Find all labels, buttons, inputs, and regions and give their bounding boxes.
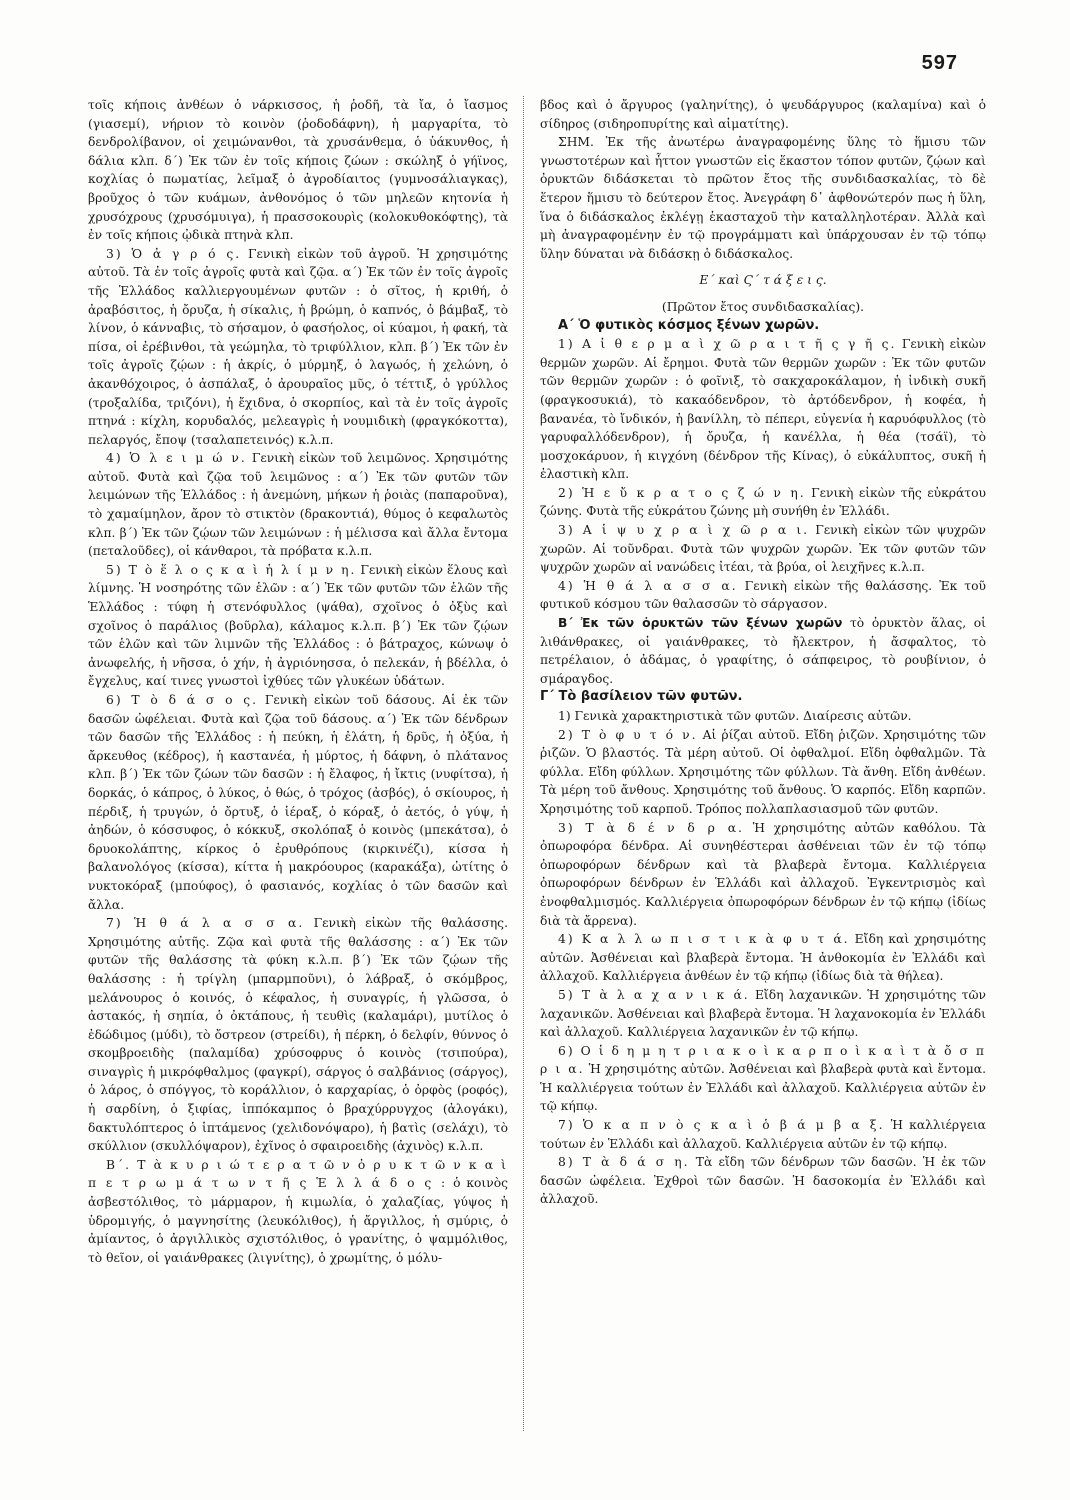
paragraph-hot-countries	[540, 335, 986, 484]
label-sea-plants: 4) Ἡ θ ά λ α σ σ α.	[558, 578, 738, 593]
paragraph-sea	[88, 914, 508, 1156]
paragraph-vegetables	[540, 986, 986, 1042]
text-temperate: Γενικὴ εἰκὼν τῆς εὐκράτου ζώνης. Φυτὰ τῆς εὐκράτου ζώνης μὴ συνήθη ἐν Ἑλλάδι.	[540, 485, 986, 519]
text-hot-countries: Γενικὴ εἰκὼν θερμῶν χωρῶν. Αἱ ἔρημοι. Φυτὰ τῶν θερμῶν χωρῶν : Ἐκ τῶν φυτῶν τῶν θερμῶν χωρῶν : ὁ φοῖνιξ, τὸ σακχαροκάλαμον, ἡ ἰνδικὴ συκῆ (φραγκοσυκιά), τὸ κακαόδενδρον, τὸ ἀρτόδενδρον, ἡ κοφέα, ἡ βανανέα, τὸ ἴνδικόν, ἡ βανίλλη, τὸ πέπερι, εὐγενία ἡ καρυόφυλλος (τὸ γαρυφαλλόδενδρον), ἡ ὄρυζα, ἡ κανέλλα, ἡ θέα (τσάϊ), τὸ μοσχοκάρυον, ἡ κιγχόνη (δένδρον τῆς Κίνας), ὁ εὐκάλυπτος, συκῆ ἡ ἐλαστικὴ κλπ.	[540, 337, 986, 482]
text-plant: Αἱ ῥίζαι αὐτοῦ. Εἴδη ῥιζῶν. Χρησιμότης τῶν ῥιζῶν. Ὁ βλαστός. Τὰ μέρη αὐτοῦ. Οἱ ὀφθαλμοί. Εἴδη ὀφθαλμῶν. Τὰ φύλλα. Εἴδη φύλλων. Χρησιμότης τῶν φύλλων. Τὰ ἄνθη. Εἴδη ἀνθέων. Τὰ μέρη τοῦ ἄνθους. Χρησιμότης τοῦ ἄνθους. Ὁ καρπός. Εἴδη καρπῶν. Χρησιμότης τοῦ καρποῦ. Τρόπος πολλαπλασιασμοῦ τῶν φυτῶν.	[540, 727, 987, 816]
section-label-minerals: Β΄. Τ ὰ κ υ ρ ι ώ τ ε ρ α τ ῶ ν ὀ ρ υ κ τ ῶ ν κ α ὶ π ε τ ρ ω μ ά τ ω ν τ ῆ ς Ἑ λ λ ά δ ο ς :	[88, 1157, 508, 1191]
text-sea-plants: Γενικὴ εἰκὼν τῆς θαλάσσης. Ἐκ τοῦ φυτικοῦ κόσμου τῶν θαλασσῶν τὸ σάργασον.	[540, 578, 986, 612]
label-tobacco-cotton: 7) Ὁ κ α π ν ὸ ς κ α ὶ ὁ β ά μ β α ξ.	[558, 1118, 885, 1133]
label-ornamental: 4) Κ α λ λ ω π ι σ τ ι κ ὰ φ υ τ ά.	[558, 932, 850, 947]
paragraph-tobacco-cotton	[540, 1116, 986, 1153]
classes-title: Ε΄ καὶ Ϛ΄ τ ά ξ ε ι ς.	[699, 273, 827, 288]
label-cold: 3) Α ἱ ψ υ χ ρ α ὶ χ ῶ ρ α ι.	[558, 523, 810, 538]
text-tobacco-cotton: Ἡ καλλιέργεια τούτων ἐν Ἑλλάδι καὶ ἀλλαχοῦ. Καλλιέργεια αὐτῶν ἐν τῷ κήπῳ.	[540, 1118, 986, 1151]
label-temperate: 2) Ἡ ε ὔ κ ρ α τ ο ς ζ ώ ν η.	[558, 485, 806, 500]
label-trees: 3) Τ ὰ δ έ ν δ ρ α.	[558, 820, 744, 835]
paragraph-fields	[88, 245, 508, 450]
paragraph-cereals	[540, 1042, 986, 1116]
section-label-marsh: 5) Τ ὸ ἕ λ ο ς κ α ὶ ἡ λ ί μ ν η.	[106, 562, 357, 577]
column-divider	[523, 96, 524, 1431]
paragraph-cold	[540, 521, 986, 577]
label-forests: 8) Τ ὰ δ ά σ η.	[558, 1155, 690, 1170]
page-number: 597	[921, 52, 958, 74]
text-ornamental: Εἴδη καὶ χρησιμότης αὐτῶν. Ἀσθένειαι καὶ βλαβερὰ ἔντομα. Ἡ ἀνθοκομία ἐν Ἑλλάδι καὶ ἀλλαχοῦ. Καλλιέργεια ἀνθέων ἐν τῷ κήπῳ (ἰδίως διὰ τὰ θήλεα).	[540, 932, 986, 984]
label-vegetables: 5) Τ ὰ λ α χ α ν ι κ ά.	[558, 987, 750, 1002]
label-cereals: 6) Ο ἱ δ η μ η τ ρ ι α κ ο ὶ κ α ρ π ο ὶ κ α ὶ τ ὰ ὄ σ π ρ ι α.	[540, 1043, 986, 1077]
section-label-sea: 7) Ἡ θ ά λ α σ σ α.	[106, 916, 305, 931]
section-text-minerals: ὁ κοινὸς ἀσβεστόλιθος, τὸ μάρμαρον, ἡ κιμωλία, ὁ χαλαζίας, γύψος ἡ ὑδρομιγής, ὁ μαγνησίτης (λευκόλιθος), ἡ ἄργιλλος, ἡ σμύρις, ὁ ἀμίαντος, ὁ ἀργιλλικὸς σχιστόλιθος, ὁ γρανίτης, ὁ ψαμμόλιθος, τὸ θεῖον, οἱ γαιάνθρακες (λιγνίτης), ὁ χρωμίτης, ὁ μόλυ-	[88, 1176, 508, 1265]
paragraph-plant-characteristics: 1) Γενικὰ χαρακτηριστικὰ τῶν φυτῶν. Διαίρεσις αὐτῶν.	[558, 709, 912, 723]
paragraph-temperate	[540, 484, 986, 521]
paragraph-continuation: βδος καὶ ὁ ἄργυρος (γαληνίτης), ὁ ψευδάργυρος (καλαμίνα) καὶ ὁ σίδηρος (σιδηροπυρίτης καὶ αἱματίτης).	[540, 98, 986, 131]
paragraph-plant	[540, 726, 986, 819]
paragraph-foreign-minerals	[540, 614, 986, 688]
paragraph-trees	[540, 819, 986, 931]
right-column	[540, 96, 986, 1209]
text-foreign-minerals: τὸ ὀρυκτὸν ἅλας, οἱ λιθάνθρακες, οἱ γαιάνθρακες, τὸ ἤλεκτρον, ἡ ἄσφαλτος, τὸ πετρέλαιον, ὁ ἀδάμας, ὁ γραφίτης, ὁ σάπφειρος, τὸ ρουβίνιον, ὁ σμάραγδος.	[540, 616, 986, 686]
classes-subtitle: (Πρῶτον ἔτος συνδιδασκαλίας).	[661, 299, 865, 314]
text-cereals: Ἡ χρησιμότης αὐτῶν. Ἀσθένειαι καὶ βλαβερὰ φυτὰ καὶ ἔντομα. Ἡ καλλιέργεια τούτων ἐν Ἑλλάδι καὶ ἀλλαχοῦ. Καλλιέργεια αὐτῶν ἐν τῷ κήπῳ.	[540, 1062, 986, 1114]
note-paragraph: ΣΗΜ. Ἐκ τῆς ἀνωτέρω ἀναγραφομένης ὕλης τὸ ἥμισυ τῶν γνωστοτέρων καὶ ἧττον γνωστῶν εἰς ἕκαστον τόπον φυτῶν, ζῴων καὶ ὀρυκτῶν διδάσκεται τὸ πρῶτον ἔτος τῆς συνδιδασκαλίας, τὸ δὲ ἕτερον ἥμισυ τὸ δεύτερον ἔτος. Ἀνεγράφη δ᾿ ἀφθονώτερόν πως ἡ ὕλη, ἵνα ὁ διδάσκαλος ἐκλέγῃ ἑκασταχοῦ τὴν καταλληλοτέραν. Ἀλλὰ καὶ μὴ ἀναγραφομένην ἐν τῷ προγράμματι καὶ ὑπάρχουσαν ἐν τῷ τόπῳ ὕλην δύναται νὰ διδάσκῃ ὁ διδάσκαλος.	[540, 135, 986, 261]
paragraph-minerals	[88, 1156, 508, 1268]
section-heading-b: Β΄ Ἐκ τῶν ὀρυκτῶν τῶν ξένων χωρῶν	[558, 616, 843, 631]
section-text-marsh: Γενικὴ εἰκὼν ἕλους καὶ λίμνης. Ἡ νοσηρότης τῶν ἑλῶν : α΄) Ἐκ τῶν φυτῶν τῶν ἑλῶν τῆς Ἑλλάδος : τύφη ἡ στενόφυλλος (ψάθα), σχοῖνος ὁ ὀξὺς καὶ σχοῖνος ὁ παράλιος (βοῦρλα), κάλαμος κ.λ.π. β΄) Ἐκ τῶν ζῴων τῶν ἑλῶν καὶ τῶν λιμνῶν τῆς Ἑλλάδος : ὁ βάτραχος, κώνωψ ὁ ἀνωφελής, ἡ νῆσσα, ὁ χήν, ἡ ἀγριόνησσα, ὁ πελεκάν, ἡ βδέλλα, ὁ ἔγχελυς, καί τινες γνωστοὶ ἰχθύες τῶν γλυκέων ὑδάτων.	[88, 562, 508, 689]
left-column	[88, 96, 508, 1267]
section-text-forest: Γενικὴ εἰκὼν τοῦ δάσους. Αἱ ἐκ τῶν δασῶν ὠφέλειαι. Φυτὰ καὶ ζῷα τοῦ δάσους. α΄) Ἐκ τῶν δένδρων τῶν δασῶν τῆς Ἑλλάδος : ἡ πεύκη, ἡ ἐλάτη, ἡ δρῦς, ἡ ὀξύα, ἡ ἄρκευθος (κέδρος), ἡ καστανέα, ἡ μύρτος, ἡ δάφνη, ὁ πλάτανος κλπ. β΄) Ἐκ τῶν ζώων τῶν δασῶν : ἡ ἔλαφος, ἡ ἴκτις (νυφίτσα), ἡ δορκάς, ὁ κάπρος, ὁ λύκος, ὁ θώς, ὁ τρόχος (ἀσβός), ὁ σκίουρος, ἡ πέρδιξ, ἡ τρυγών, ὁ ὄρτυξ, ὁ ἱέραξ, ὁ κόραξ, ὁ ἀετός, ὁ γύψ, ἡ ἀηδών, ὁ κόσσυφος, ὁ κόκκυξ, σκολόπαξ ὁ κοινὸς (μπεκάτσα), ὁ δρυοκολάπτης, κίρκος ὁ ἐρυθρόπους (κιρκινέζι), κίσσα ἡ βαλανολόγος (κίσσα), κίττα ἡ μακρόουρος (καρακάξα), ὠτίτης ὁ νυκτοκόραξ (μπούφος), ὁ φασιανός, κοχλίας ὁ τῶν δασῶν καὶ ἄλλα.	[88, 693, 508, 912]
paragraph-intro: τοῖς κήποις ἀνθέων ὁ νάρκισσος, ἡ ῥοδῆ, τὰ ἴα, ὁ ἴασμος (γιασεμί), νήριον τὸ κοινὸν (ῥοδοδάφνη), ἡ μαργαρίτα, τὸ δενδρολίβανον, οἱ χειμώνανθοι, τὰ χρυσάνθεμα, ὁ ὑάκυνθος, ἡ δάλια κλπ. δ΄) Ἐκ τῶν ἐν τοῖς κήποις ζώων : σκώληξ ὁ γήϊνος, κοχλίας ὁ πωματίας, λεῖμαξ ὁ ἀγροδίαιτος (γυμνοσάλιαγκας), βροῦχος ὁ τῶν κυάμων, ἀνθονόμος ὁ τῶν μηλεῶν κητονία ἡ χρυσόχρους (χρυσόμυιγα), ἡ πρασσοκουρὶς (κολοκυθοκόφτης), τὰ ἐν τοῖς κήποις ᾠδικὰ πτηνὰ κλπ.	[88, 98, 508, 243]
paragraph-forest	[88, 691, 508, 914]
paragraph-sea-plants	[540, 577, 986, 614]
paragraph-ornamental	[540, 930, 986, 986]
section-heading-a: Α΄ Ὁ φυτικὸς κόσμος ξένων χωρῶν.	[558, 317, 820, 333]
section-label-fields: 3) Ὁ ἀ γ ρ ό ς.	[106, 246, 242, 261]
text-vegetables: Εἴδη λαχανικῶν. Ἡ χρησιμότης τῶν λαχανικῶν. Ἀσθένειαι καὶ βλαβερὰ ἔντομα. Ἡ λαχανοκομία ἐν Ἑλλάδι καὶ ἀλλαχοῦ. Καλλιέργεια λαχανικῶν ἐν τῷ κήπῳ.	[540, 987, 986, 1040]
section-label-meadow: 4) Ὁ λ ε ι μ ώ ν.	[106, 451, 247, 466]
section-label-forest: 6) Τ ὸ δ ά σ ο ς.	[106, 693, 259, 707]
section-text-meadow: Γενικὴ εἰκὼν τοῦ λειμῶνος. Χρησιμότης αὐτοῦ. Φυτὰ καὶ ζῷα τοῦ λειμῶνος : α΄) Ἐκ τῶν φυτῶν τῶν λειμώνων τῆς Ἑλλάδος : ἡ ἀνεμώνη, μήκων ἡ ῥοιὰς (παπαροῦνα), τὸ χαμαίμηλον, ἄρον τὸ στικτὸν (δρακοντιά), θύμος ὁ κεφαλωτὸς κλπ. β΄) Ἐκ τῶν ζῴων τῶν λειμώνων : ἡ μέλισσα καὶ ἄλλα ἔντομα (πεταλοῦδες), οἱ κάνθαροι, τὰ πρόβατα κ.λ.π.	[88, 451, 508, 559]
text-trees: Ἡ χρησιμότης αὐτῶν καθόλου. Τὰ ὀπωροφόρα δένδρα. Αἱ συνηθέστεραι ἀσθένειαι τῶν ἐν τῷ τόπῳ ὀπωροφόρων δένδρων καὶ τὰ βλαβερὰ ἔντομα. Καλλιέργεια ὀπωροφόρων δένδρων ἐν Ἑλλάδι καὶ ἀλλαχοῦ. Ἐγκεντρισμὸς καὶ ἐνοφθαλμισμός. Καλλιέργεια ὀπωροφόρων δένδρων ἐν τῷ κήπῳ (ἰδίως διὰ τὰ ἄρρενα).	[540, 820, 986, 928]
text-cold: Γενικὴ εἰκὼν τῶν ψυχρῶν χωρῶν. Αἱ τοῦνδραι. Φυτὰ τῶν ψυχρῶν χωρῶν. Ἐκ τῶν φυτῶν τῶν ψυχρῶν χωρῶν αἱ νανώδεις ἰτέαι, τὰ βρύα, οἱ λειχῆνες κ.λ.π.	[540, 523, 986, 575]
section-text-sea: Γενικὴ εἰκὼν τῆς θαλάσσης. Χρησιμότης αὐτῆς. Ζῷα καὶ φυτὰ τῆς θαλάσσης : α΄) Ἐκ τῶν φυτῶν τῆς θαλάσσης τὰ φύκη κ.λ.π. β΄) Ἐκ τῶν ζῴων τῆς θαλάσσης : ἡ τρίγλη (μπαρμποῦνι), ὁ λάβραξ, ὁ σκόμβρος, μελάνουρος ὁ κοινός, ὁ κέφαλος, ἡ συναγρίς, ἡ γλῶσσα, ὁ ἀστακός, ἡ σηπία, ὁ ὀκτάπους, ἡ τευθὶς (καλαμάρι), μυτίλος ὁ ἐδώδιμος (μύδι), τὸ ὄστρεον (στρείδι), ἡ πέρκη, ὁ δελφίν, θύννος ὁ σκομβροειδὴς (παλαμίδα) χρύσοφρυς ὁ κοινὸς (τσιπούρα), σιναγρὶς ἡ μικρόφθαλμος (φαγκρί), σάργος ὁ σαλβάνιος (σάργος), ὁ λάρος, ὁ σπόγγος, τὸ κοράλλιον, ὁ καρχαρίας, ὁ ὀρφὸς (ροφός), ἡ σαρδίνη, ὁ ξιφίας, ἱππόκαμπος ὁ βραχύρρυγχος (ἀλογάκι), δακτυλόπτερος ὁ ἱπτάμενος (χελιδονόψαρο), ἡ βατὶς (σελάχι), τὸ σκύλλιον (σκυλλόψαρον), ἐχῖνος ὁ σφαιροειδὴς (ἀχινὸς) κ.λ.π.	[88, 916, 508, 1154]
section-text-fields: Γενικὴ εἰκὼν τοῦ ἀγροῦ. Ἡ χρησιμότης αὐτοῦ. Τὰ ἐν τοῖς ἀγροῖς φυτὰ καὶ ζῷα. α΄) Ἐκ τῶν ἐν τοῖς ἀγροῖς τῆς Ἑλλάδος καλλιεργουμένων φυτῶν : ὁ σῖτος, ἡ κριθή, ὁ ἀραβόσιτος, ἡ ὄρυζα, ἡ σίκαλις, ἡ βρώμη, ὁ καπνός, ὁ βάμβαξ, τὸ λίνον, ὁ κάνναβις, τὸ σήσαμον, ὁ φασήολος, οἱ κύαμοι, ἡ φακή, τὰ πίσα, οἱ ἐρέβινθοι, τὰ γεώμηλα, τὸ τριφύλλιον, κλπ. β΄) Ἐκ τῶν ἐν τοῖς ἀγροῖς ζῴων : ἡ ἀκρίς, ὁ μύρμηξ, ὁ λαγωός, ἡ χελώνη, ὁ ἀκανθόχοιρος, ὁ ἀσπάλαξ, ὁ ἀρουραῖος μῦς, ὁ τέττιξ, ὁ γρύλλος (τροξαλίδα, τριζόνι), ἡ ἔχιδνα, ὁ σκορπίος, καὶ τὰ ἐν τοῖς ἀγροῖς πτηνά : κίχλη, κορυδαλός, μελεαγρὶς ἡ νουμιδικὴ (φραγκόκοττα), πελαργός, ἔποψ (τσαλαπετεινός) κ.λ.π.	[88, 246, 508, 447]
label-plant: 2) Τ ὸ φ υ τ ό ν.	[558, 727, 698, 742]
paragraph-marsh	[88, 561, 508, 691]
text-forests: Τὰ εἴδη τῶν δένδρων τῶν δασῶν. Ἡ ἐκ τῶν δασῶν ὠφέλεια. Ἐχθροὶ τῶν δασῶν. Ἡ δασοκομία ἐν Ἑλλάδι καὶ ἀλλαχοῦ.	[540, 1155, 986, 1207]
label-hot-countries: 1) Α ἱ θ ε ρ μ α ὶ χ ῶ ρ α ι τ ῆ ς γ ῆ ς.	[558, 337, 897, 352]
paragraph-meadow	[88, 449, 508, 561]
paragraph-forests	[540, 1153, 986, 1209]
section-heading-c: Γ΄ Τὸ βασίλειον τῶν φυτῶν.	[540, 689, 743, 705]
